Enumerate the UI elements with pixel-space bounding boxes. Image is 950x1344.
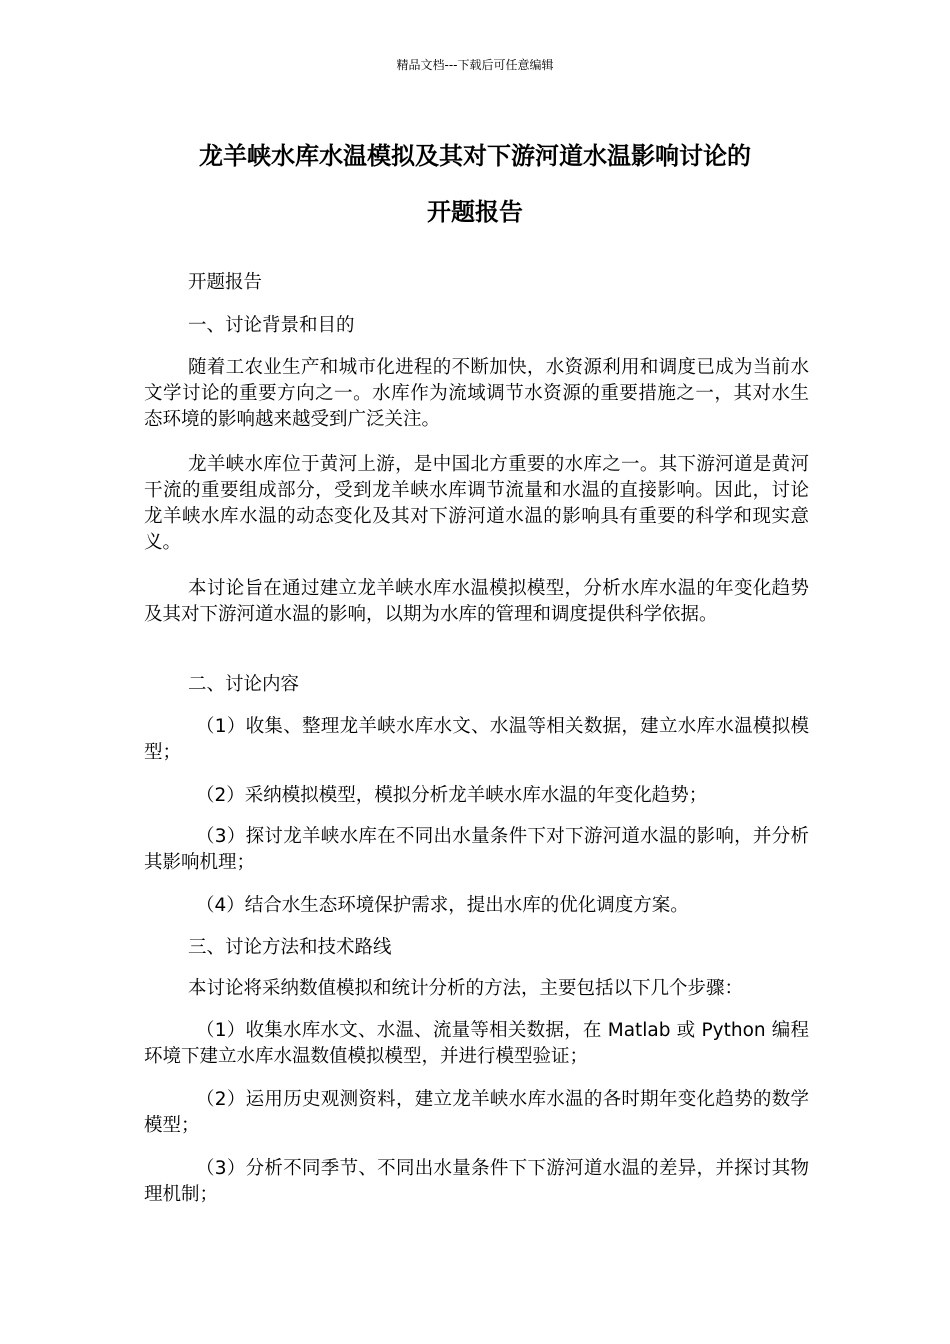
document-title-line-1: 龙羊峡水库水温模拟及其对下游河道水温影响讨论的 (199, 142, 751, 170)
section-heading-3: 三、讨论方法和技术路线 (188, 937, 392, 958)
content-item-1: （1）收集、整理龙羊峡水库水文、水温等相关数据，建立水库水温模拟模型； (144, 716, 809, 763)
section-label: 开题报告 (188, 272, 263, 293)
section-heading-2: 二、讨论内容 (188, 674, 300, 695)
paragraph-background: 随着工农业生产和城市化进程的不断加快，水资源利用和调度已成为当前水文学讨论的重要方向之一。水库作为流域调节水资源的重要措施之一，其对水生态环境的影响越来越受到广泛关注。 (144, 357, 809, 430)
method-step-1: （1）收集水库水文、水温、流量等相关数据，在 Matlab 或 Python 编程环境下建立水库水温数值模拟模型，并进行模型验证； (144, 1020, 809, 1067)
content-item-4: （4）结合水生态环境保护需求，提出水库的优化调度方案。 (196, 895, 689, 916)
document-title-line-2: 开题报告 (427, 198, 523, 226)
content-item-2: （2）采纳模拟模型，模拟分析龙羊峡水库水温的年变化趋势； (196, 785, 708, 806)
section-heading-1: 一、讨论背景和目的 (188, 315, 355, 336)
content-item-3: （3）探讨龙羊峡水库在不同出水量条件下对下游河道水温的影响，并分析其影响机理； (144, 826, 809, 873)
page-header: 精品文档---下载后可任意编辑 (396, 58, 554, 72)
methods-intro: 本讨论将采纳数值模拟和统计分析的方法，主要包括以下几个步骤： (188, 978, 744, 999)
method-step-2: （2）运用历史观测资料，建立龙羊峡水库水温的各时期年变化趋势的数学模型； (144, 1089, 809, 1136)
paragraph-location: 龙羊峡水库位于黄河上游，是中国北方重要的水库之一。其下游河道是黄河干流的重要组成部分，受到龙羊峡水库调节流量和水温的直接影响。因此，讨论龙羊峡水库水温的动态变化及其对下游河道水温的影响具有重要的科学和现实意义。 (144, 454, 809, 553)
method-step-3: （3）分析不同季节、不同出水量条件下下游河道水温的差异，并探讨其物理机制； (144, 1158, 809, 1205)
paragraph-purpose: 本讨论旨在通过建立龙羊峡水库水温模拟模型，分析水库水温的年变化趋势及其对下游河道水温的影响，以期为水库的管理和调度提供科学依据。 (144, 578, 809, 625)
